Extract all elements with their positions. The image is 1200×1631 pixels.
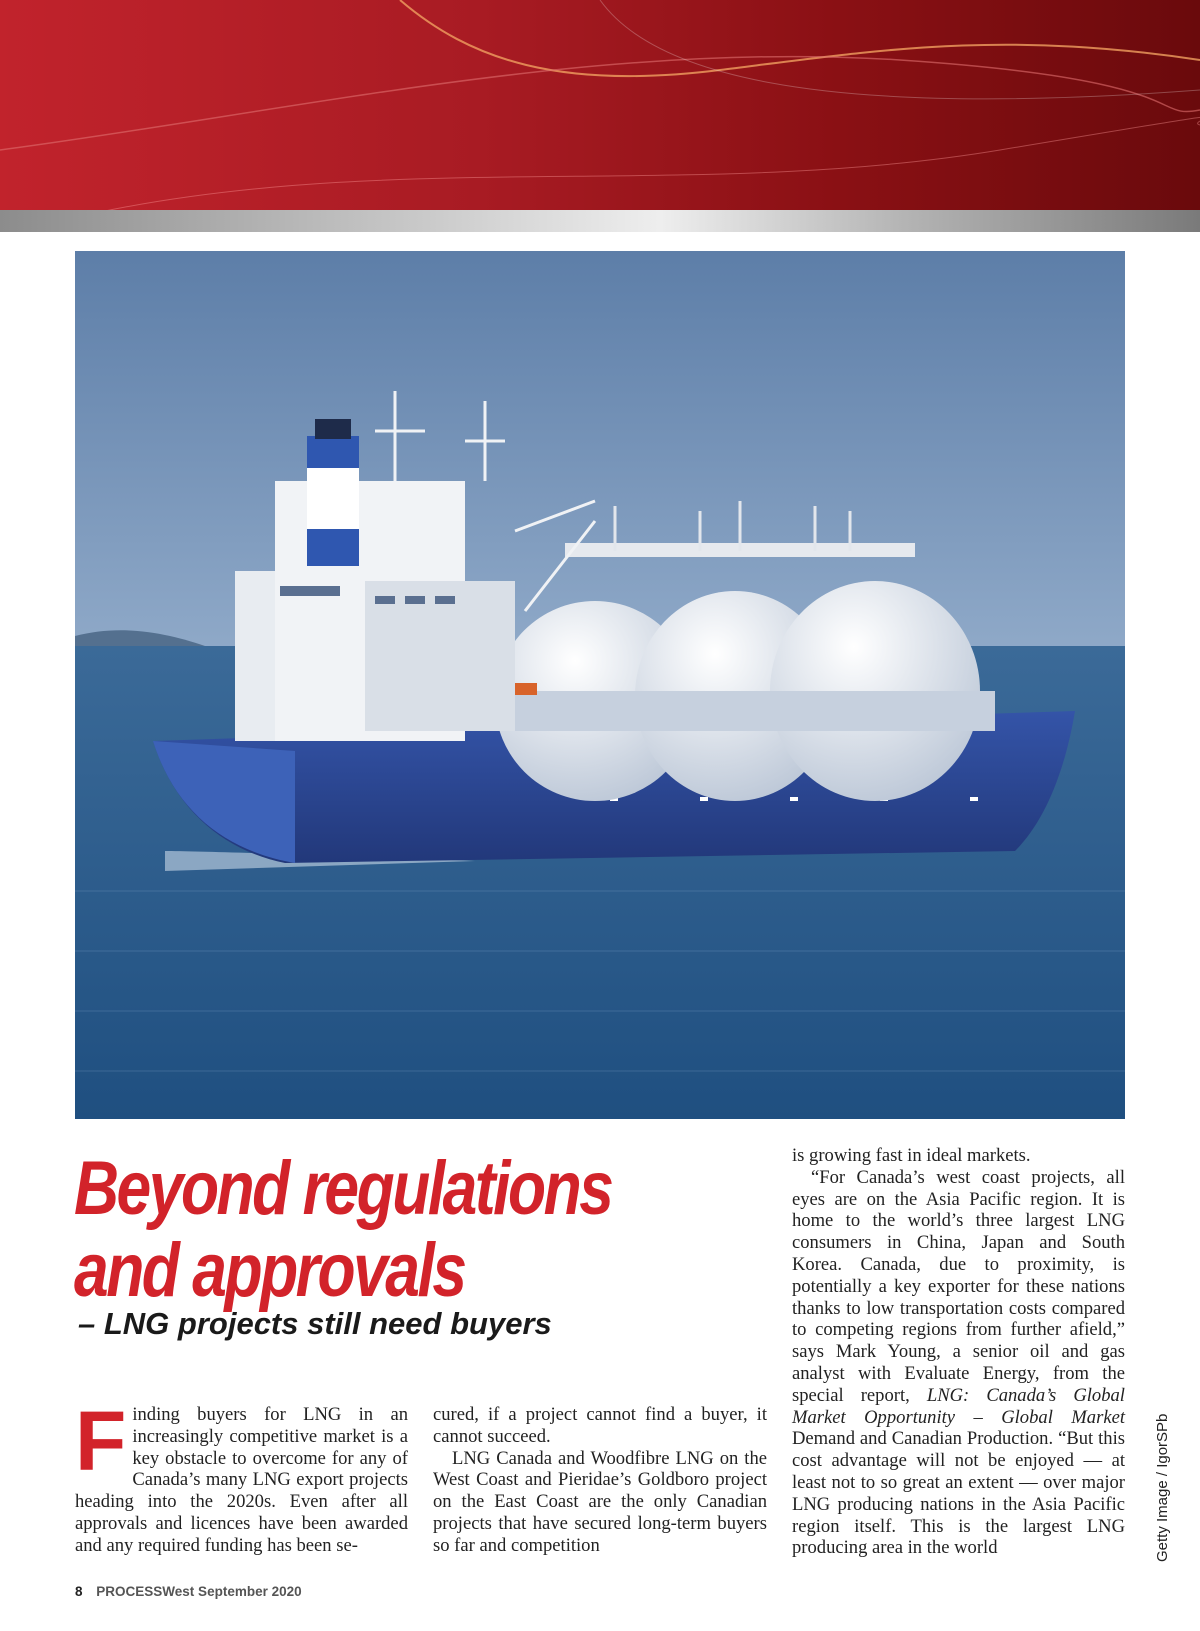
article-column-2 xyxy=(433,1404,767,1557)
headline-line-1: Beyond regulations xyxy=(74,1146,612,1231)
paragraph-4 xyxy=(792,1167,1125,1559)
paragraph-2-continued: cured, if a project cannot find a buyer, it cannot succeed. xyxy=(433,1404,767,1447)
drop-cap: F xyxy=(75,1394,127,1488)
article-column-3 xyxy=(792,1145,1125,1559)
page-number: 8 xyxy=(75,1584,83,1599)
paragraph-3: LNG Canada and Woodfibre LNG on the West Coast and Pieridae’s Goldboro project on the East Coast are the only Canadian projects that have secured long-term buyers so far and competition xyxy=(433,1447,767,1556)
quote-text-cont: Demand and Canadian Production. “But this cost advantage will not be enjoyed — at least not to so great an extent — over major LNG producing nations in the Asia Pacific region itself. This is the largest LNG producing area in the world xyxy=(792,1428,1125,1559)
paragraph-1: inding buyers for LNG in an increasingly competitive market is a key obstacle to overcome for any of Canada’s many LNG export projects heading into the 2020s. Even after all approvals and licences have been awarded and any required funding has been se- xyxy=(75,1404,408,1556)
headline-line-2: and approvals xyxy=(74,1228,465,1313)
ship-illustration xyxy=(75,251,1125,1119)
publication-name: PROCESSWest September 2020 xyxy=(96,1584,302,1599)
article-column-1 xyxy=(75,1394,408,1557)
page-footer xyxy=(75,1584,302,1599)
photo-credit: Getty Image / IgorSPb xyxy=(1154,1413,1171,1562)
paragraph-3-continued: is growing fast in ideal markets. xyxy=(792,1145,1031,1166)
lng-tanker-photo xyxy=(75,251,1125,1119)
header-banner xyxy=(0,0,1200,212)
header-grey-bar xyxy=(0,210,1200,232)
article-subhead: – LNG projects still need buyers xyxy=(78,1306,552,1341)
article-headline xyxy=(74,1148,632,1312)
quote-text: “For Canada’s west coast projects, all eyes are on the Asia Pacific region. It is home to the world’s three largest LNG consumers in China, Japan and South Korea. Canada, due to proximity, is potentially a key exporter for these nations thanks to low transportation costs compared to competing regions from further afield,” says Mark Young, a senior oil and gas analyst with Evaluate Energy, from the special report, xyxy=(792,1166,1125,1406)
banner-swoosh-decoration xyxy=(0,0,1200,212)
report-title: LNG: Canada’s Global Market Opportunity – Global Market xyxy=(792,1384,1125,1428)
